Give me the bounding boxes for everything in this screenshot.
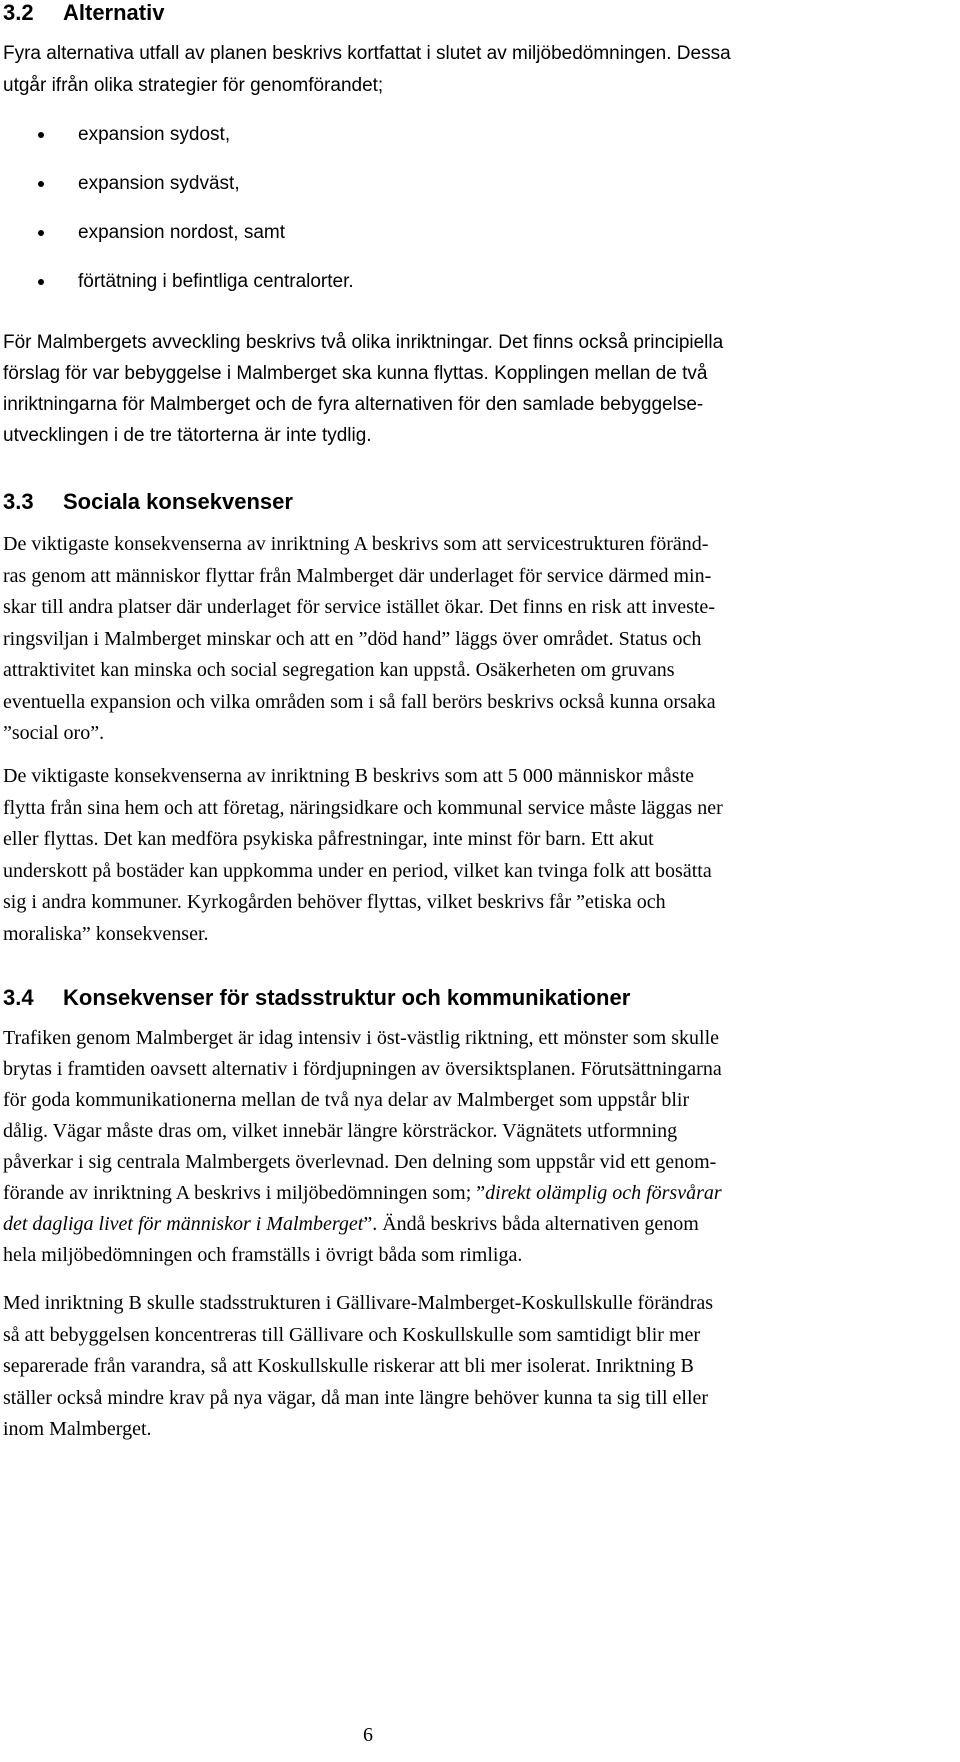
section-3-4-paragraph-2 <box>3 1288 960 1446</box>
text-line: skar till andra platser där underlaget för service istället ökar. Det finns en risk att investe- <box>3 596 715 618</box>
section-number: 3.3 <box>3 489 34 514</box>
section-3-3-paragraph-2 <box>3 761 960 950</box>
section-heading-3-4 <box>3 985 630 1011</box>
text-line: det dagliga livet för människor i Malmberget”. Ändå beskrivs båda alternativen genom <box>3 1213 699 1235</box>
section-3-2-intro <box>3 38 960 102</box>
section-heading-3-3 <box>3 489 293 515</box>
bullet-icon <box>38 181 44 187</box>
section-3-3-paragraph-1 <box>3 529 960 750</box>
text-line: eventuella expansion och vilka områden som i så fall berörs beskrivs också kunna orsaka <box>3 690 716 713</box>
text-line: inriktningarna för Malmberget och de fyra alternativen för den samlade bebyggelse- <box>3 394 704 415</box>
text-line: eller flyttas. Det kan medföra psykiska påfrestningar, inte minst för barn. Ett akut <box>3 828 654 850</box>
section-title: Konsekvenser för stadsstruktur och kommunikationer <box>63 985 631 1010</box>
text-line: så att bebyggelsen koncentreras till Gällivare och Koskullskulle som samtidigt blir mer <box>3 1323 701 1346</box>
text-line: utvecklingen i de tre tätorterna är inte tydlig. <box>3 425 372 446</box>
text-line: De viktigaste konsekvenserna av inriktning B beskrivs som att 5 000 människor måste <box>3 765 694 787</box>
section-3-2-paragraph <box>3 327 960 451</box>
document-page: 3.2 Alternativ Fyra alternativa utfall av planen beskrivs kortfattat i slutet av miljöbedömningen. Dessa utgår ifrån olika strategier för genomförandet; expansion sydost, expansion sydväst, expansion nordost, samt förtätning i befintliga centralorter. För Malmbergets avveckling beskrivs två olika inriktningar. Det finns också principiella förslag för var bebyggelse i Malmberget ska kunna flyttas. Kopplingen mellan de två inriktningarna för Malmberget och de fyra alternativen för den samlade bebyggelse- utvecklingen i de tre tätorterna är inte tydlig. 3.3 Sociala konsekvenser De viktigaste konsekvenserna av inriktning A beskrivs som att servicestrukturen föränd- ras genom att människor flyttar från Malmberget där underlaget för service därmed min- skar till andra platser där underlaget för service istället ökar. Det finns en risk att investe- ringsviljan i Malmberget minskar och att en ”död hand” läggs över området. Status och attraktivitet kan minska och social segregation kan uppstå. Osäkerheten om gruvans eventuella expansion och vilka områden som i så fall berörs beskrivs också kunna orsaka ”social oro”. De viktigaste konsekvenserna av inriktning B beskrivs som att 5 000 människor måste flytta från sina hem och att företag, näringsidkare och kommunal service måste läggas ner eller flyttas. Det kan medföra psykiska påfrestningar, inte minst för barn. Ett akut underskott på bostäder kan uppkomma under en period, vilket kan tvinga folk att bosätta sig i andra kommuner. Kyrkogården behöver flyttas, vilket beskrivs får ”etiska och moraliska” konsekvenser. 3.4 Konsekvenser för stadsstruktur och kommunikationer Trafiken genom Malmberget är idag intensiv i öst-västlig riktning, ett mönster som skulle brytas i framtiden oavsett alternativ i fördjupningen av översiktsplanen. Förutsättningarna för goda kommunikationerna mellan de två nya delar av Malmberget som uppstår blir dålig. Vägar måste dras om, vilket innebär längre körsträckor. Vägnätets utformning påverkar i sig centrala Malmbergets överlevnad. Den delning som uppstår vid ett genom- förande av inriktning A beskrivs i miljöbedömningen som; ”direkt olämplig och försvårar det dagliga livet för människor i Malmberget”. Ändå beskrivs båda alternativen genom hela miljöbedömningen och framställs i övrigt båda som rimliga. Med inriktning B skulle stadsstrukturen i Gällivare-Malmberget-Koskullskulle förändras så att bebyggelsen koncentreras till Gällivare och Koskullskulle som samtidigt blir mer separerade från varandra, så att Koskullskulle riskerar att bli mer isolerat. Inriktning B ställer också mindre krav på nya vägar, då man inte längre behöver kunna ta sig till eller inom Malmberget. 6 <box>0 0 960 1762</box>
bullet-icon <box>38 132 44 138</box>
bullet-icon <box>38 230 44 236</box>
text-line: attraktivitet kan minska och social segregation kan uppstå. Osäkerheten om gruvans <box>3 659 675 681</box>
text-line: Trafiken genom Malmberget är idag intensiv i öst-västlig riktning, ett mönster som skulle <box>3 1027 720 1049</box>
text-line: ”social oro”. <box>3 722 105 744</box>
section-heading-3-2 <box>3 0 164 26</box>
text-line: ras genom att människor flyttar från Malmberget där underlaget för service därmed min- <box>3 564 712 587</box>
text-line: förande av inriktning A beskrivs i miljöbedömningen som; ”direkt olämplig och försvårar <box>3 1182 722 1204</box>
text-line: moraliska” konsekvenser. <box>3 922 209 945</box>
text-line: inom Malmberget. <box>3 1418 152 1440</box>
text-line: brytas i framtiden oavsett alternativ i fördjupningen av översiktsplanen. Förutsättningarna <box>3 1058 722 1080</box>
text-line: påverkar i sig centrala Malmbergets överlevnad. Den delning som uppstår vid ett genom- <box>3 1151 717 1173</box>
section-number: 3.4 <box>3 985 34 1010</box>
quote-italic: direkt olämplig och försvårar <box>485 1182 722 1204</box>
text-line: för goda kommunikationerna mellan de två nya delar av Malmberget som uppstår blir <box>3 1089 690 1111</box>
text-line: dålig. Vägar måste dras om, vilket innebär längre körsträckor. Vägnätets utformning <box>3 1120 678 1142</box>
text-line: underskott på bostäder kan uppkomma under en period, vilket kan tvinga folk att bosätta <box>3 859 712 882</box>
text-line: De viktigaste konsekvenserna av inriktning A beskrivs som att servicestrukturen föränd- <box>3 533 709 555</box>
text-line: hela miljöbedömningen och framställs i övrigt båda som rimliga. <box>3 1244 523 1266</box>
text-line: förslag för var bebyggelse i Malmberget ska kunna flyttas. Kopplingen mellan de två <box>3 363 708 384</box>
text-line: sig i andra kommuner. Kyrkogården behöver flyttas, vilket beskrivs får ”etiska och <box>3 891 666 913</box>
section-3-4-paragraph-1 <box>3 1023 960 1271</box>
text-line: ringsviljan i Malmberget minskar och att en ”död hand” läggs över området. Status och <box>3 627 702 650</box>
section-number: 3.2 <box>3 0 34 25</box>
text-line: separerade från varandra, så att Koskullskulle riskerar att bli mer isolerat. Inriktning B <box>3 1355 694 1377</box>
page-number: 6 <box>363 1724 373 1746</box>
text-line: Fyra alternativa utfall av planen beskrivs kortfattat i slutet av miljöbedömningen. Dessa <box>3 43 731 64</box>
text-line: För Malmbergets avveckling beskrivs två olika inriktningar. Det finns också principiella <box>3 332 724 353</box>
text-line: Med inriktning B skulle stadsstrukturen i Gällivare-Malmberget-Koskullskulle förändras <box>3 1292 714 1314</box>
section-title: Alternativ <box>63 0 165 25</box>
text-line: ställer också mindre krav på nya vägar, då man inte längre behöver kunna ta sig till eller <box>3 1386 709 1409</box>
quote-italic: det dagliga livet för människor i Malmberget <box>3 1213 364 1235</box>
bullet-icon <box>38 279 44 285</box>
section-title: Sociala konsekvenser <box>63 489 293 514</box>
text-line: flytta från sina hem och att företag, näringsidkare och kommunal service måste läggas ner <box>3 796 723 819</box>
text-line: utgår ifrån olika strategier för genomförandet; <box>3 75 384 96</box>
